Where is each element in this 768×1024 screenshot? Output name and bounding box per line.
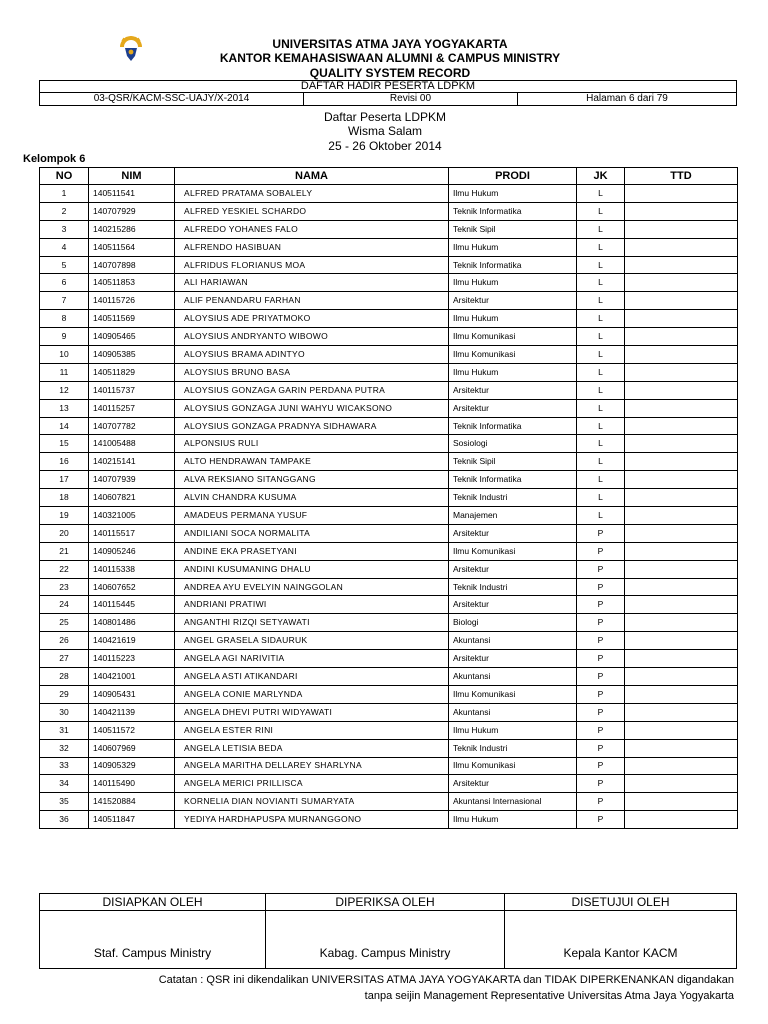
- cell-nama: ANGELA LETISIA BEDA: [175, 739, 449, 757]
- cell-no: 17: [40, 471, 89, 489]
- cell-nim: 140115257: [89, 399, 175, 417]
- cell-nama: ALFRENDO HASIBUAN: [175, 238, 449, 256]
- document-code: 03-QSR/KACM-SSC-UAJY/X-2014: [40, 93, 304, 105]
- cell-nim: 140905329: [89, 757, 175, 775]
- cell-prodi: Teknik Informatika: [449, 256, 577, 274]
- cell-nama: ANGANTHI RIZQI SETYAWATI: [175, 614, 449, 632]
- signature-role: Staf. Campus Ministry: [93, 946, 212, 960]
- cell-nim: 140607652: [89, 578, 175, 596]
- cell-ttd: [625, 328, 738, 346]
- cell-ttd: [625, 471, 738, 489]
- cell-no: 12: [40, 381, 89, 399]
- cell-jk: L: [577, 185, 625, 203]
- cell-jk: P: [577, 757, 625, 775]
- cell-no: 9: [40, 328, 89, 346]
- university-name: UNIVERSITAS ATMA JAYA YOGYAKARTA: [272, 37, 508, 51]
- cell-no: 22: [40, 560, 89, 578]
- cell-ttd: [625, 542, 738, 560]
- cell-ttd: [625, 202, 738, 220]
- cell-prodi: Arsitektur: [449, 775, 577, 793]
- cell-no: 18: [40, 489, 89, 507]
- table-row: [40, 578, 738, 596]
- cell-nim: 140321005: [89, 507, 175, 525]
- cell-nama: ANDILIANI SOCA NORMALITA: [175, 524, 449, 542]
- cell-ttd: [625, 596, 738, 614]
- cell-nama: ANGEL GRASELA SIDAURUK: [175, 632, 449, 650]
- table-row: [40, 489, 738, 507]
- cell-ttd: [625, 739, 738, 757]
- cell-nim: 140607821: [89, 489, 175, 507]
- cell-no: 31: [40, 721, 89, 739]
- table-row: [40, 721, 738, 739]
- cell-jk: P: [577, 614, 625, 632]
- cell-no: 16: [40, 453, 89, 471]
- cell-no: 13: [40, 399, 89, 417]
- signature-prepared: [40, 894, 265, 968]
- cell-nim: 140115338: [89, 560, 175, 578]
- signature-heading: DISIAPKAN OLEH: [40, 894, 265, 911]
- cell-jk: L: [577, 435, 625, 453]
- cell-no: 4: [40, 238, 89, 256]
- col-header-jk: JK: [577, 168, 625, 185]
- cell-prodi: Ilmu Komunikasi: [449, 328, 577, 346]
- cell-no: 21: [40, 542, 89, 560]
- cell-no: 6: [40, 274, 89, 292]
- page-number: Halaman 6 dari 79: [586, 93, 668, 104]
- cell-ttd: [625, 435, 738, 453]
- cell-nim: 140511569: [89, 310, 175, 328]
- table-row: [40, 793, 738, 811]
- cell-prodi: Ilmu Hukum: [449, 721, 577, 739]
- col-header-nim: NIM: [89, 168, 175, 185]
- cell-nama: ALOYSIUS GONZAGA JUNI WAHYU WICAKSONO: [175, 399, 449, 417]
- cell-nim: 140511572: [89, 721, 175, 739]
- cell-prodi: Akuntansi: [449, 703, 577, 721]
- cell-nama: ALOYSIUS ADE PRIYATMOKO: [175, 310, 449, 328]
- cell-jk: L: [577, 202, 625, 220]
- cell-jk: L: [577, 346, 625, 364]
- cell-no: 2: [40, 202, 89, 220]
- signature-role: Kepala Kantor KACM: [563, 946, 678, 960]
- cell-nama: ALVA REKSIANO SITANGGANG: [175, 471, 449, 489]
- table-row: [40, 435, 738, 453]
- cell-ttd: [625, 560, 738, 578]
- cell-nama: ALFRIDUS FLORIANUS MOA: [175, 256, 449, 274]
- cell-nim: 140905431: [89, 685, 175, 703]
- cell-nim: 140215141: [89, 453, 175, 471]
- cell-jk: L: [577, 274, 625, 292]
- table-row: [40, 202, 738, 220]
- cell-no: 33: [40, 757, 89, 775]
- table-row: [40, 274, 738, 292]
- cell-nim: 140421139: [89, 703, 175, 721]
- cell-prodi: Teknik Informatika: [449, 202, 577, 220]
- cell-prodi: Arsitektur: [449, 560, 577, 578]
- cell-ttd: [625, 685, 738, 703]
- cell-nama: ANDRIANI PRATIWI: [175, 596, 449, 614]
- cell-nama: ANDINE EKA PRASETYANI: [175, 542, 449, 560]
- table-row: [40, 310, 738, 328]
- cell-ttd: [625, 185, 738, 203]
- cell-jk: L: [577, 399, 625, 417]
- cell-prodi: Ilmu Hukum: [449, 238, 577, 256]
- table-row: [40, 614, 738, 632]
- cell-nama: ANGELA AGI NARIVITIA: [175, 650, 449, 668]
- cell-ttd: [625, 363, 738, 381]
- cell-ttd: [625, 417, 738, 435]
- cell-jk: L: [577, 310, 625, 328]
- cell-nama: ALIF PENANDARU FARHAN: [175, 292, 449, 310]
- event-place: Wisma Salam: [347, 124, 422, 138]
- cell-no: 20: [40, 524, 89, 542]
- cell-jk: L: [577, 507, 625, 525]
- cell-prodi: Teknik Informatika: [449, 417, 577, 435]
- table-row: [40, 650, 738, 668]
- cell-nama: ALVIN CHANDRA KUSUMA: [175, 489, 449, 507]
- cell-prodi: Arsitektur: [449, 381, 577, 399]
- cell-nama: ALOYSIUS GONZAGA GARIN PERDANA PUTRA: [175, 381, 449, 399]
- cell-jk: P: [577, 703, 625, 721]
- cell-ttd: [625, 757, 738, 775]
- table-row: [40, 328, 738, 346]
- document-title: DAFTAR HADIR PESERTA LDPKM: [39, 80, 737, 93]
- cell-jk: L: [577, 363, 625, 381]
- cell-no: 25: [40, 614, 89, 632]
- cell-nama: ALOYSIUS GONZAGA PRADNYA SIDHAWARA: [175, 417, 449, 435]
- table-row: [40, 775, 738, 793]
- cell-prodi: Ilmu Komunikasi: [449, 685, 577, 703]
- control-note: Catatan : QSR ini dikendalikan UNIVERSITAS ATMA JAYA YOGYAKARTA dan TIDAK DIPERKENANKAN digandakan: [158, 974, 734, 986]
- table-row: [40, 292, 738, 310]
- cell-jk: P: [577, 811, 625, 829]
- cell-no: 1: [40, 185, 89, 203]
- cell-nama: ALOYSIUS ANDRYANTO WIBOWO: [175, 328, 449, 346]
- col-header-ttd: TTD: [625, 168, 738, 185]
- cell-jk: P: [577, 685, 625, 703]
- col-header-nama: NAMA: [175, 168, 449, 185]
- cell-nama: KORNELIA DIAN NOVIANTI SUMARYATA: [175, 793, 449, 811]
- cell-jk: P: [577, 632, 625, 650]
- cell-nim: 140511564: [89, 238, 175, 256]
- cell-jk: P: [577, 560, 625, 578]
- cell-nama: ALPONSIUS RULI: [175, 435, 449, 453]
- signature-approved: [504, 894, 736, 968]
- cell-prodi: Biologi: [449, 614, 577, 632]
- cell-nama: ALTO HENDRAWAN TAMPAKE: [175, 453, 449, 471]
- cell-nama: ANDREA AYU EVELYIN NAINGGOLAN: [175, 578, 449, 596]
- group-label: Kelompok 6: [23, 153, 86, 165]
- cell-jk: L: [577, 328, 625, 346]
- cell-prodi: Teknik Industri: [449, 489, 577, 507]
- cell-nim: 140115517: [89, 524, 175, 542]
- cell-nama: ANDINI KUSUMANING DHALU: [175, 560, 449, 578]
- cell-nama: ANGELA MARITHA DELLAREY SHARLYNA: [175, 757, 449, 775]
- table-row: [40, 668, 738, 686]
- cell-nim: 140905385: [89, 346, 175, 364]
- cell-ttd: [625, 775, 738, 793]
- cell-ttd: [625, 274, 738, 292]
- table-row: [40, 256, 738, 274]
- signature-block: [39, 893, 737, 969]
- signature-role: Kabag. Campus Ministry: [319, 946, 451, 960]
- cell-jk: L: [577, 256, 625, 274]
- cell-nim: 140421619: [89, 632, 175, 650]
- signature-checked: [265, 894, 504, 968]
- cell-nama: ANGELA DHEVI PUTRI WIDYAWATI: [175, 703, 449, 721]
- table-row: [40, 632, 738, 650]
- cell-nim: 141005488: [89, 435, 175, 453]
- cell-prodi: Ilmu Hukum: [449, 185, 577, 203]
- table-row: [40, 399, 738, 417]
- cell-nim: 140115726: [89, 292, 175, 310]
- cell-prodi: Ilmu Komunikasi: [449, 346, 577, 364]
- cell-jk: P: [577, 578, 625, 596]
- cell-nim: 140511541: [89, 185, 175, 203]
- table-row: [40, 471, 738, 489]
- cell-prodi: Arsitektur: [449, 399, 577, 417]
- participant-table: [39, 167, 738, 829]
- cell-jk: L: [577, 381, 625, 399]
- cell-nama: ANGELA CONIE MARLYNDA: [175, 685, 449, 703]
- cell-prodi: Sosiologi: [449, 435, 577, 453]
- cell-nim: 140511847: [89, 811, 175, 829]
- cell-no: 26: [40, 632, 89, 650]
- cell-prodi: Teknik Sipil: [449, 220, 577, 238]
- cell-prodi: Teknik Sipil: [449, 453, 577, 471]
- cell-no: 27: [40, 650, 89, 668]
- cell-ttd: [625, 632, 738, 650]
- table-row: [40, 739, 738, 757]
- cell-prodi: Arsitektur: [449, 292, 577, 310]
- table-row: [40, 417, 738, 435]
- cell-no: 23: [40, 578, 89, 596]
- cell-prodi: Ilmu Hukum: [449, 811, 577, 829]
- cell-jk: P: [577, 524, 625, 542]
- table-row: [40, 703, 738, 721]
- table-header-row: [40, 168, 738, 185]
- cell-no: 32: [40, 739, 89, 757]
- table-row: [40, 507, 738, 525]
- document-meta-row: [39, 93, 737, 106]
- cell-prodi: Arsitektur: [449, 650, 577, 668]
- cell-prodi: Teknik Industri: [449, 739, 577, 757]
- cell-jk: L: [577, 220, 625, 238]
- col-header-prodi: PRODI: [449, 168, 577, 185]
- cell-nim: 140511829: [89, 363, 175, 381]
- cell-nim: 140115490: [89, 775, 175, 793]
- table-row: [40, 560, 738, 578]
- cell-nama: YEDIYA HARDHAPUSPA MURNANGGONO: [175, 811, 449, 829]
- signature-heading: DISETUJUI OLEH: [505, 894, 736, 911]
- cell-prodi: Teknik Informatika: [449, 471, 577, 489]
- cell-jk: L: [577, 292, 625, 310]
- cell-no: 35: [40, 793, 89, 811]
- cell-nim: 140607969: [89, 739, 175, 757]
- cell-jk: L: [577, 471, 625, 489]
- cell-nim: 140115223: [89, 650, 175, 668]
- cell-no: 34: [40, 775, 89, 793]
- cell-prodi: Ilmu Hukum: [449, 274, 577, 292]
- cell-prodi: Teknik Industri: [449, 578, 577, 596]
- cell-jk: P: [577, 542, 625, 560]
- cell-nim: 140215286: [89, 220, 175, 238]
- event-title: Daftar Peserta LDPKM: [323, 110, 447, 124]
- table-row: [40, 453, 738, 471]
- cell-prodi: Ilmu Komunikasi: [449, 757, 577, 775]
- cell-no: 24: [40, 596, 89, 614]
- cell-ttd: [625, 650, 738, 668]
- cell-no: 36: [40, 811, 89, 829]
- cell-nama: ANGELA ESTER RINI: [175, 721, 449, 739]
- cell-no: 30: [40, 703, 89, 721]
- event-date: 25 - 26 Oktober 2014: [328, 139, 442, 153]
- cell-nama: ANGELA ASTI ATIKANDARI: [175, 668, 449, 686]
- table-row: [40, 811, 738, 829]
- cell-no: 5: [40, 256, 89, 274]
- cell-ttd: [625, 220, 738, 238]
- cell-ttd: [625, 811, 738, 829]
- table-row: [40, 685, 738, 703]
- office-name: KANTOR KEMAHASISWAAN ALUMNI & CAMPUS MINISTRY: [219, 51, 561, 65]
- cell-ttd: [625, 381, 738, 399]
- cell-jk: P: [577, 739, 625, 757]
- cell-ttd: [625, 399, 738, 417]
- cell-jk: P: [577, 596, 625, 614]
- col-header-no: NO: [40, 168, 89, 185]
- cell-nim: 140707929: [89, 202, 175, 220]
- cell-ttd: [625, 507, 738, 525]
- cell-prodi: Akuntansi: [449, 668, 577, 686]
- cell-nim: 140707898: [89, 256, 175, 274]
- cell-ttd: [625, 238, 738, 256]
- cell-no: 28: [40, 668, 89, 686]
- cell-ttd: [625, 489, 738, 507]
- cell-nama: ALFRED YESKIEL SCHARDO: [175, 202, 449, 220]
- cell-no: 14: [40, 417, 89, 435]
- cell-jk: L: [577, 238, 625, 256]
- cell-ttd: [625, 668, 738, 686]
- control-note-continued: tanpa seijin Management Representative Universitas Atma Jaya Yogyakarta: [364, 990, 734, 1002]
- table-row: [40, 542, 738, 560]
- cell-prodi: Arsitektur: [449, 524, 577, 542]
- cell-jk: P: [577, 650, 625, 668]
- cell-ttd: [625, 578, 738, 596]
- university-crest-icon: [116, 35, 146, 63]
- cell-jk: L: [577, 489, 625, 507]
- cell-prodi: Ilmu Komunikasi: [449, 542, 577, 560]
- table-row: [40, 220, 738, 238]
- cell-nama: ALFRED PRATAMA SOBALELY: [175, 185, 449, 203]
- cell-nama: ALFREDO YOHANES FALO: [175, 220, 449, 238]
- table-row: [40, 757, 738, 775]
- cell-ttd: [625, 703, 738, 721]
- cell-prodi: Ilmu Hukum: [449, 363, 577, 381]
- cell-nim: 140707939: [89, 471, 175, 489]
- cell-jk: P: [577, 668, 625, 686]
- signature-heading: DIPERIKSA OLEH: [266, 894, 504, 911]
- cell-nama: ALOYSIUS BRAMA ADINTYO: [175, 346, 449, 364]
- cell-prodi: Akuntansi: [449, 632, 577, 650]
- cell-prodi: Ilmu Hukum: [449, 310, 577, 328]
- cell-nama: ALI HARIAWAN: [175, 274, 449, 292]
- table-row: [40, 346, 738, 364]
- table-row: [40, 185, 738, 203]
- cell-ttd: [625, 614, 738, 632]
- cell-nim: 140511853: [89, 274, 175, 292]
- cell-nim: 140115445: [89, 596, 175, 614]
- cell-jk: P: [577, 775, 625, 793]
- cell-no: 11: [40, 363, 89, 381]
- cell-nim: 140707782: [89, 417, 175, 435]
- table-row: [40, 363, 738, 381]
- cell-nim: 140905246: [89, 542, 175, 560]
- cell-no: 3: [40, 220, 89, 238]
- cell-no: 19: [40, 507, 89, 525]
- cell-nim: 140421001: [89, 668, 175, 686]
- cell-ttd: [625, 524, 738, 542]
- cell-prodi: Manajemen: [449, 507, 577, 525]
- cell-ttd: [625, 453, 738, 471]
- cell-prodi: Akuntansi Internasional: [449, 793, 577, 811]
- cell-no: 15: [40, 435, 89, 453]
- cell-ttd: [625, 346, 738, 364]
- cell-prodi: Arsitektur: [449, 596, 577, 614]
- cell-nama: ANGELA MERICI PRILLISCA: [175, 775, 449, 793]
- cell-no: 10: [40, 346, 89, 364]
- cell-no: 7: [40, 292, 89, 310]
- cell-nama: ALOYSIUS BRUNO BASA: [175, 363, 449, 381]
- cell-ttd: [625, 256, 738, 274]
- record-type: QUALITY SYSTEM RECORD: [309, 66, 471, 80]
- cell-nim: 141520884: [89, 793, 175, 811]
- cell-jk: L: [577, 453, 625, 471]
- cell-nim: 140115737: [89, 381, 175, 399]
- cell-ttd: [625, 721, 738, 739]
- table-row: [40, 596, 738, 614]
- cell-no: 8: [40, 310, 89, 328]
- table-row: [40, 238, 738, 256]
- table-row: [40, 524, 738, 542]
- cell-no: 29: [40, 685, 89, 703]
- cell-nama: AMADEUS PERMANA YUSUF: [175, 507, 449, 525]
- table-row: [40, 381, 738, 399]
- cell-jk: L: [577, 417, 625, 435]
- cell-nim: 140905465: [89, 328, 175, 346]
- cell-ttd: [625, 793, 738, 811]
- cell-jk: P: [577, 721, 625, 739]
- cell-jk: P: [577, 793, 625, 811]
- cell-ttd: [625, 310, 738, 328]
- revision-label: Revisi 00: [304, 93, 518, 105]
- cell-ttd: [625, 292, 738, 310]
- cell-nim: 140801486: [89, 614, 175, 632]
